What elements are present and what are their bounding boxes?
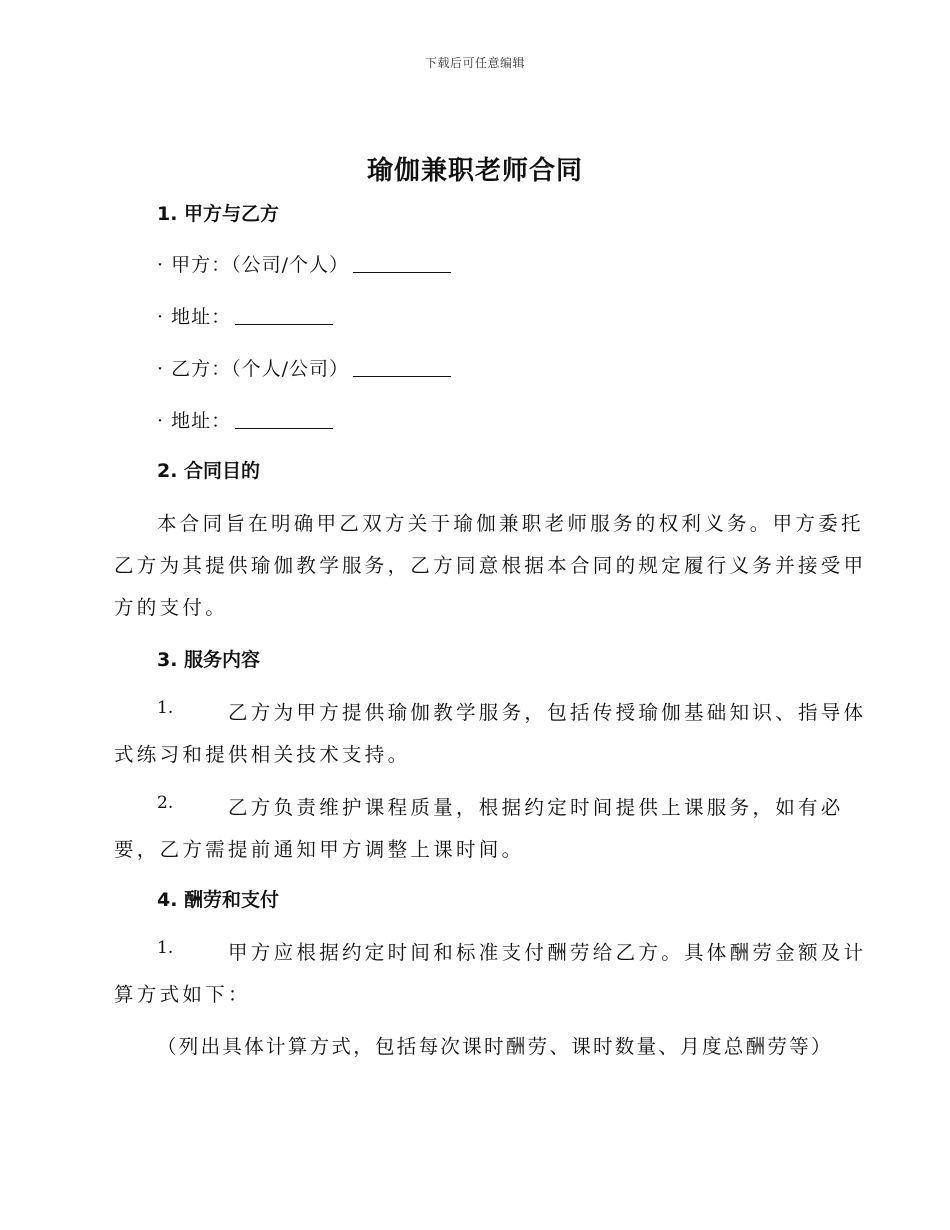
payment-calculation-note: （列出具体计算方式，包括每次课时酬劳、课时数量、月度总酬劳等）: [157, 1035, 833, 1058]
party-b-field: [157, 354, 451, 381]
party-b-address-field: [157, 406, 333, 433]
service-item-1-line-1: 乙方为甲方提供瑜伽教学服务，包括传授瑜伽基础知识、指导体: [228, 701, 867, 724]
section-2-heading: 2. 合同目的: [157, 460, 261, 482]
party-a-address-blank: [235, 304, 333, 325]
party-b-address-label: · 地址：: [157, 410, 232, 432]
party-a-label: · 甲方：（公司/个人）: [157, 254, 349, 276]
payment-item-1-line-2: 算方式如下：: [114, 983, 251, 1006]
section-1-heading: 1. 甲方与乙方: [157, 203, 280, 225]
party-b-address-blank: [235, 408, 333, 429]
party-a-address-field: [157, 302, 333, 329]
purpose-line-1: 本合同旨在明确甲乙双方关于瑜伽兼职老师服务的权利义务。甲方委托: [157, 512, 864, 535]
party-a-blank: [353, 252, 451, 273]
party-b-blank: [353, 356, 451, 377]
document-title: 瑜伽兼职老师合同: [366, 156, 583, 186]
service-item-1-number: 1.: [157, 698, 174, 718]
purpose-line-3: 方的支付。: [114, 596, 229, 619]
payment-item-1-line-1: 甲方应根据约定时间和标准支付酬劳给乙方。具体酬劳金额及计: [228, 941, 867, 964]
section-4-heading: 4. 酬劳和支付: [157, 889, 280, 911]
party-b-label: · 乙方：（个人/公司）: [157, 358, 349, 380]
payment-item-1-number: 1.: [157, 938, 174, 958]
service-item-2-line-1: 乙方负责维护课程质量，根据约定时间提供上课服务，如有必: [228, 796, 844, 819]
party-a-field: [157, 250, 451, 277]
service-item-1-line-2: 式练习和提供相关技术支持。: [114, 743, 411, 766]
purpose-line-2: 乙方为其提供瑜伽教学服务，乙方同意根据本合同的规定履行义务并接受甲: [114, 554, 867, 577]
section-3-heading: 3. 服务内容: [157, 649, 261, 671]
service-item-2-number: 2.: [157, 793, 174, 813]
header-note: 下载后可任意编辑: [424, 56, 525, 70]
service-item-2-line-2: 要，乙方需提前通知甲方调整上课时间。: [114, 838, 525, 861]
party-a-address-label: · 地址：: [157, 306, 232, 328]
